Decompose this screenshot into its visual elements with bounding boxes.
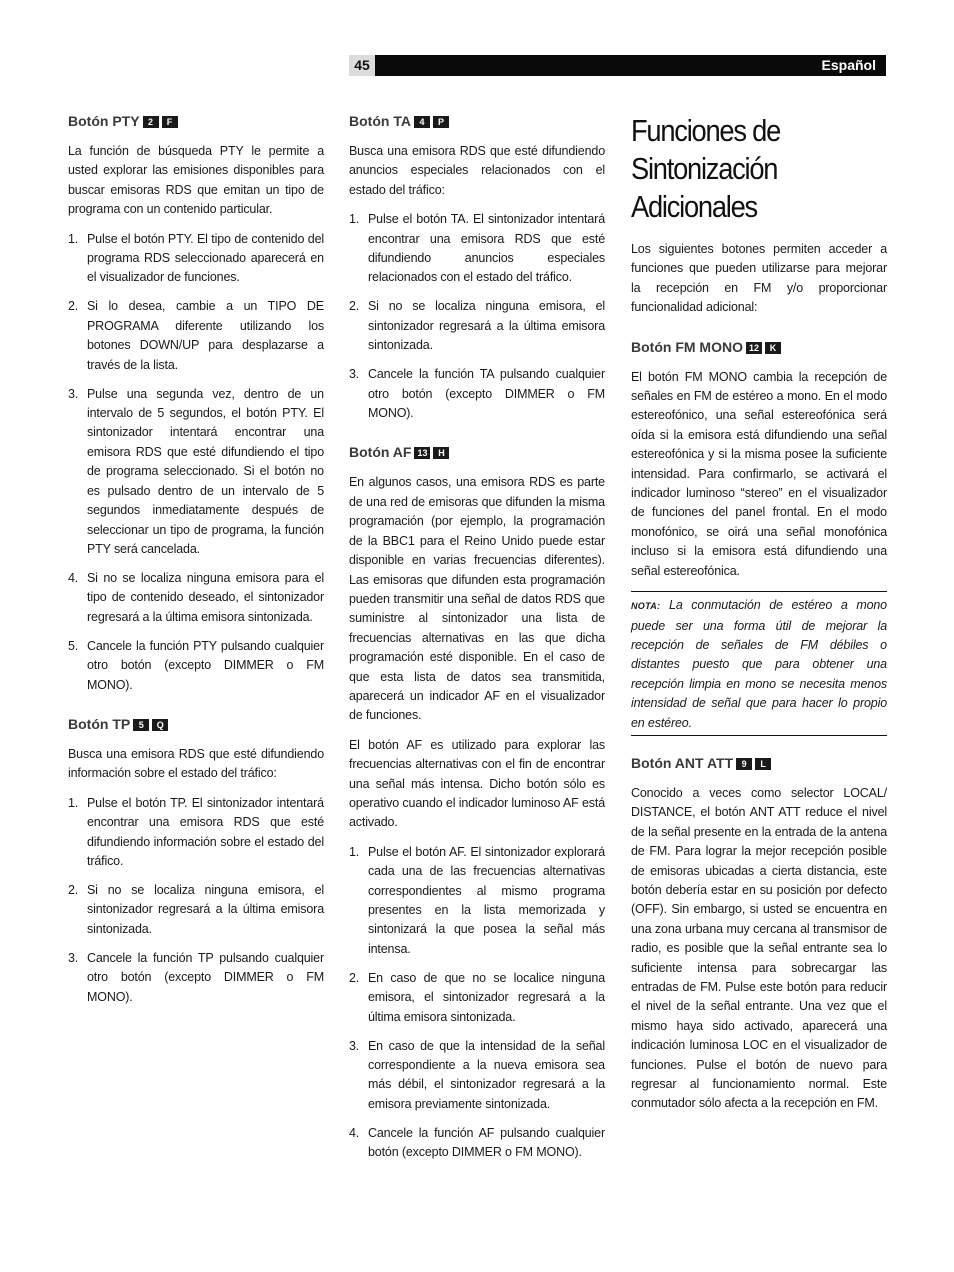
- step-number: 3.: [68, 386, 79, 401]
- note-box: [631, 591, 887, 736]
- step-text: Pulse el botón AF. El sintonizador explorará cada una de las frecuencias alternativas correspondientes al mismo programa presentes en la lista memorizada y sintonizará la que posea la señal más intensa.: [368, 844, 605, 956]
- step-text: Si lo desea, cambie a un TIPO DE PROGRAMA diferente utilizando los botones DOWN/UP para desplazarse a través de la lista.: [87, 299, 324, 372]
- heading-text: Botón FM MONO: [631, 338, 743, 355]
- page-number: 45: [349, 55, 375, 76]
- step-text: En caso de que la intensidad de la señal correspondiente a la nueva emisora sea más débil, el sintonizador regresará a la emisora previamente sintonizada.: [368, 1038, 605, 1111]
- step-text: Pulse una segunda vez, dentro de un intervalo de 5 segundos, el botón PTY. El sintonizador intentará encontrar una emisora RDS que esté difundiendo el tipo de programa seleccionado. Si el botón no es pulsado dentro de un intervalo de 5 segundos inmediatamente después de seleccionar un tipo de programa, la función PTY será cancelada.: [87, 386, 324, 556]
- button-number-tag: 12: [746, 342, 762, 354]
- button-number-tag: 4: [414, 116, 430, 128]
- section-heading-ta: [349, 110, 605, 132]
- step-number: 2.: [68, 882, 79, 897]
- step-number: 1.: [68, 231, 79, 246]
- step-text: En caso de que no se localice ninguna emisora, el sintonizador regresará a la última emisora sintonizada.: [368, 970, 605, 1024]
- section-fm-mono: [631, 336, 887, 736]
- section-tp: [68, 713, 324, 1007]
- note-label: NOTA:: [631, 601, 661, 612]
- list-item: [349, 365, 605, 423]
- heading-text: Botón PTY: [68, 113, 140, 129]
- button-number-tag: 2: [143, 116, 159, 128]
- button-letter-tag: H: [433, 447, 449, 459]
- list-item: [349, 297, 605, 355]
- step-text: Cancele la función TP pulsando cualquier otro botón (excepto DIMMER o FM MONO).: [87, 950, 324, 1004]
- list-item: [68, 794, 324, 872]
- step-text: Si no se localiza ninguna emisora, el sintonizador regresará a la última emisora sintonizada.: [368, 299, 605, 353]
- heading-text: Botón AF: [349, 444, 412, 461]
- step-number: 3.: [349, 367, 360, 382]
- tp-steps: [68, 794, 324, 1007]
- step-text: Pulse el botón TP. El sintonizador intentará encontrar una emisora RDS que esté difundiendo información sobre el estado del tráfico.: [87, 795, 324, 868]
- button-number-tag: 5: [133, 719, 149, 731]
- section-ta: [349, 110, 605, 423]
- note-paragraph: [631, 596, 887, 733]
- step-number: 3.: [349, 1038, 360, 1053]
- step-text: Si no se localiza ninguna emisora, el sintonizador regresará a la última emisora sintonizada.: [87, 882, 324, 936]
- step-number: 1.: [349, 844, 360, 859]
- list-item: [349, 210, 605, 288]
- section-af: [349, 441, 605, 1162]
- ant-att-paragraph: Conocido a veces como selector LOCAL/ DISTANCE, el botón ANT ATT reduce el nivel de la señal presente en la entrada de la antena de FM. Para lograr la mejor recepción posible de emisoras ubicadas a cierta distancia, este botón debería estar en su posición por defecto (OFF). Sin embargo, si usted se encuentra en una zona urbana muy cercana al transmisor de radio, es posible que la señal entrante sea lo suficiente intensa para sobrecargar las entradas de FM. Pulse este botón para reducir el nivel de la señal entrante. Una vez que el mismo haya sido activado, aparecerá una indicación luminosa LOC en el visualizador de funciones. Pulse el botón de nuevo para regresar al funcionamiento normal. Este conmutador sólo afecta a la recepción en FM.: [631, 785, 887, 1111]
- list-item: [68, 949, 324, 1007]
- step-number: 2.: [68, 299, 79, 314]
- section-heading-af: [349, 441, 605, 463]
- button-letter-tag: L: [755, 758, 771, 770]
- section-ant-att: [631, 752, 887, 1114]
- pty-intro: La función de búsqueda PTY le permite a usted explorar las emisiones disponibles para buscar emisoras RDS que emitan un tipo de programa con un contenido particular.: [68, 144, 324, 217]
- step-number: 1.: [349, 212, 360, 227]
- list-item: [68, 230, 324, 288]
- heading-text: Botón ANT ATT: [631, 754, 734, 771]
- pty-steps: [68, 230, 324, 695]
- af-steps: [349, 843, 605, 1163]
- ta-steps: [349, 210, 605, 423]
- ta-intro: Busca una emisora RDS que esté difundiendo anuncios especiales relacionados con el estado del tráfico:: [349, 144, 605, 197]
- list-item: [68, 637, 324, 695]
- intro-paragraph: Los siguientes botones permiten acceder a funciones que pueden utilizarse para mejorar la recepción en FM y/o proporcionar funcionalidad adicional:: [631, 242, 887, 315]
- header-bar: [349, 55, 886, 76]
- step-text: Si no se localiza ninguna emisora para el tipo de contenido deseado, el sintonizador regresará a la última emisora sintonizada.: [87, 570, 324, 624]
- tp-intro: Busca una emisora RDS que esté difundiendo información sobre el estado del tráfico:: [68, 746, 324, 781]
- button-letter-tag: K: [765, 342, 781, 354]
- section-heading-fm-mono: [631, 336, 887, 358]
- column-left: [68, 110, 324, 1017]
- heading-text: Botón TP: [68, 715, 131, 732]
- step-number: 4.: [68, 570, 79, 585]
- button-letter-tag: F: [162, 116, 178, 128]
- step-number: 5.: [68, 638, 79, 653]
- step-number: 2.: [349, 299, 360, 314]
- step-text: Pulse el botón TA. El sintonizador intentará encontrar una emisora RDS que esté difundiendo anuncios especiales relacionados con el estado del tráfico.: [368, 212, 605, 285]
- step-number: 2.: [349, 970, 360, 985]
- list-item: [68, 881, 324, 939]
- button-number-tag: 13: [414, 447, 430, 459]
- list-item: [68, 297, 324, 375]
- step-text: Cancele la función PTY pulsando cualquier otro botón (excepto DIMMER o FM MONO).: [87, 638, 324, 692]
- column-right: [631, 110, 887, 1124]
- step-number: 4.: [349, 1125, 360, 1140]
- button-letter-tag: P: [433, 116, 449, 128]
- list-item: [349, 1124, 605, 1163]
- button-letter-tag: Q: [152, 719, 168, 731]
- fm-mono-paragraph: El botón FM MONO cambia la recepción de señales en FM de estéreo a mono. En el modo estereofónico, una señal estereofónica será oída si la emisora está difundiendo una señal estereofónica y si la misma posee la suficiente intensidad. Para confirmarlo, se activará el indicador luminoso “stereo” en el visualizador de funciones del panel frontal. En el modo monofónico, se oirá una señal monofónica incluso si la emisora está difundiendo una señal estereofónica.: [631, 369, 887, 578]
- list-item: [349, 969, 605, 1027]
- af-paragraph-1: En algunos casos, una emisora RDS es parte de una red de emisoras que difunden la misma programación (por ejemplo, la programación de la BBC1 para el Reino Unido puede estar disponible en varias frecuencias diferentes). Las emisoras que difunden esta programación pueden transmitir una señal de datos RDS que suministre al sintonizador una lista de frecuencias alternativas en las que dicha programación esté disponible. En el caso de que esta lista de datos sea transmitida, aparecerá un indicador AF en el visualizador de funciones.: [349, 475, 605, 723]
- button-number-tag: 9: [736, 758, 752, 770]
- step-number: 1.: [68, 795, 79, 810]
- language-label: Español: [821, 57, 876, 73]
- section-heading-tp: [68, 713, 324, 735]
- section-heading-ant-att: [631, 752, 887, 774]
- af-paragraph-2: El botón AF es utilizado para explorar las frecuencias alternativas con el fin de encontrar una señal más intensa. Dicho botón sólo es operativo cuando el indicador luminoso AF está activado.: [349, 737, 605, 830]
- note-text: La conmutación de estéreo a mono puede ser una forma útil de mejorar la recepción de señales de FM débiles o distantes puesto que para obtener una recepción limpia en mono se necesita menos intensidad de señal que para hacer lo propio en estéreo.: [631, 598, 887, 730]
- step-text: Cancele la función TA pulsando cualquier otro botón (excepto DIMMER o FM MONO).: [368, 367, 605, 421]
- column-middle: [349, 110, 605, 1173]
- step-text: Cancele la función AF pulsando cualquier botón (excepto DIMMER o FM MONO).: [368, 1125, 605, 1160]
- page-title: Funciones de Sintonización Adicionales: [631, 113, 781, 224]
- step-text: Pulse el botón PTY. El tipo de contenido del programa RDS seleccionado aparecerá en el visualizador de funciones.: [87, 231, 324, 285]
- heading-text: Botón TA: [349, 113, 411, 129]
- step-number: 3.: [68, 950, 79, 965]
- list-item: [349, 1037, 605, 1115]
- list-item: [68, 569, 324, 627]
- list-item: [68, 385, 324, 560]
- section-pty: [68, 110, 324, 695]
- list-item: [349, 843, 605, 959]
- section-heading-pty: [68, 110, 324, 132]
